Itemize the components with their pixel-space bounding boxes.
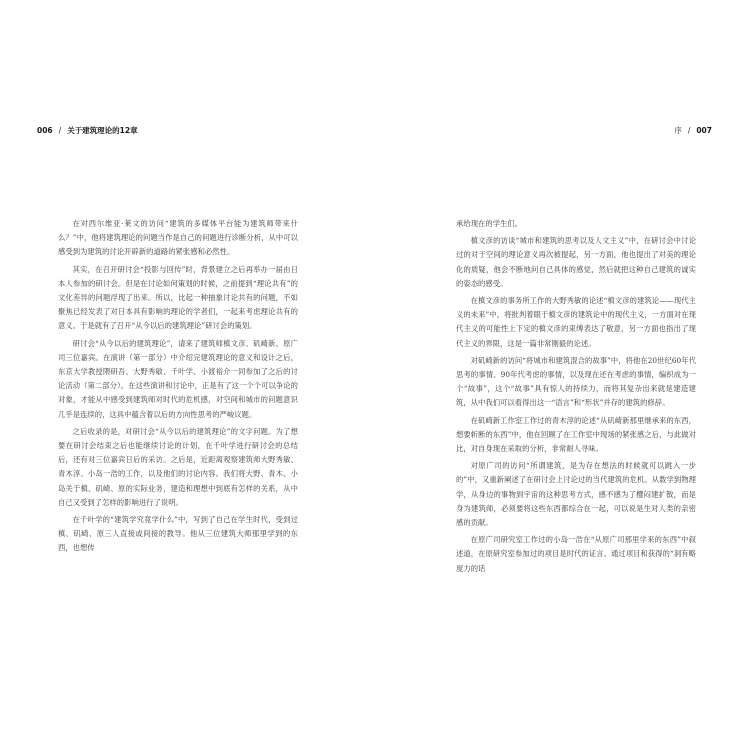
left-page-number: 006 [37,126,53,135]
paragraph: 在槙文彦的事务所工作的大野秀敏的论述“槙文彦的建筑论——现代主义的未来”中，将批判着眼于槙文彦的建筑论中的现代主义，一方面对在现代主义的可能性上下定的槙文彦的束缚表达了敬意，另一方面也指出了现代主义的界限，这是一篇非常刚毅的论述。 [456,296,696,348]
right-running-header [674,126,712,135]
paragraph: 槙文彦的访谈“城市和建筑的思考以及人文主义”中，在研讨会中讨论过的对于空间的理论意义再次被提起，另一方面，他也提出了对美的理论化的质疑，他会不断地问自己具体的感觉，然后就把这种自己建筑的诚实的姿态的感受。 [456,236,696,288]
header-separator: / [687,126,691,135]
header-separator: / [58,126,62,135]
left-running-header [37,126,138,135]
paragraph: 在千叶学的“建筑学究竟学什么”中，写到了自己在学生时代，受到过槙、矶崎、原三人直接或间接的教导。他从三位建筑大师那里学到的东西，也想传 [58,515,298,553]
left-page-body [58,217,298,559]
paragraph: 在矶崎新工作室工作过的青木淳的论述“从矶崎新那里继承来的东西，想要斩断的东西”中，他在回顾了在工作室中现场的紧张感之后，与此做对比，对自身现在采取的分析，非常耐人寻味。 [456,415,696,454]
paragraph: 之后收录的是，对研讨会“从今以后的建筑理论”的文字问题。为了想要在研讨会结束之后也能继续讨论的计划，在千叶学进行研讨会的总结后，还有对三位嘉宾日后的采访。之后是，近距离观察建筑师大野秀敏、青木淳、小岛一浩的工作，以及他们的讨论内容。我们将大野、青木、小岛关于槙、矶崎、原的实际业务，建造和理想中到底有怎样的关系，从中自己又受到了怎样的影响进行了说明。 [58,426,298,507]
running-title: 关于建筑理论的12章 [67,126,138,135]
right-page-number: 007 [696,126,712,135]
paragraph: 在对西尔维亚·莱文的访问“建筑的多媒体平台能为建筑师带来什么？”中，他将建筑理论的问题当作是自己的问题进行诊断分析，从中可以感受到为建筑的讨论开辟新的道路的紧张感和必然性。 [58,219,298,257]
paragraph: 研讨会“从今以后的建筑理论”，请来了建筑师槙文彦、矶崎新、原广司三位嘉宾。在演讲（第一部分）中介绍完建筑理论的意义和设计之后，东京大学教授隈研吾、大野秀敏、千叶学、小渡裕介一同参加了之后的讨论活动（第二部分）。在这些演讲和讨论中，正是有了这一个个可以争论的对象，才能从中感受到建筑师对时代的危机感，对空间和城市的问题意识几乎是连续的，这具中蕴含着以后的方向性思考的严峻议题。 [58,338,298,419]
section-label: 序 [674,126,682,135]
paragraph: 承给现在的学生们。 [456,219,523,228]
paragraph: 在原广司研究室工作过的小岛一浩在“从原广司那里学来的东西”中叙述道，在原研究室参加过的项目是时代的证言。通过项目和获得的“洞有略度力的话 [456,535,696,573]
paragraph: 对矶崎新的访问“将城市和建筑混合的故事”中，将他在20世纪60年代思考的事情、90年代考虑的事情，以及现在还在考虑的事情，编织成为一个“故事”，这个“故事”具有惊人的持续力，而将其复杂出来就是建造建筑，从中我们可以看得出这一“语言”和“形状”并存的建筑的修辞。 [456,355,696,408]
right-page-body [456,217,696,579]
paragraph: 其实，在召开研讨会“投影与回传”时，背景建立之后再举办一届由日本人参加的研讨会。但是在讨论如何策划的时候，之前提到“理论共有”的文化差异的问题浮现了出来。所以，比起一种抽象讨论共有的问题，不如聚焦已经发表了对日本具有影响的理论的学者们，一起来考虑理论共有的意义。于是就有了召开“从今以后的建筑理论”研讨会的策划。 [58,264,298,331]
paragraph: 对原广司的访问“所谓建筑，是为存在想法的时候就可以跳入一步的”中，又重新阐述了在研讨会上讨论过的当代建筑的危机。从数学到物理学，从身边的事物到宇宙的这种思考方式，感不感为了樱闷建扩散，而是身为建筑师，必须要将这些东西都综合在一起，可以说是生对人类的亲密感的贡献。 [456,461,696,528]
